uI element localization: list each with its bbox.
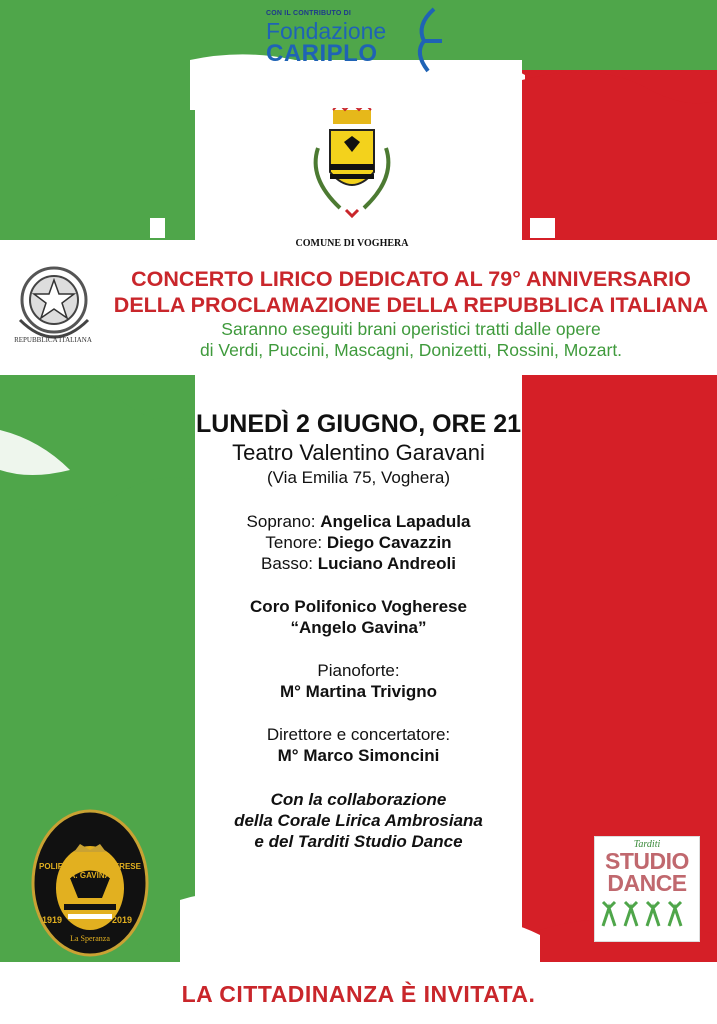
performer-role: Tenore: xyxy=(265,533,323,552)
cariplo-logo-icon xyxy=(410,5,446,75)
dance-logo-script: Tarditi xyxy=(633,839,661,850)
comune-caption: COMUNE DI VOGHERA xyxy=(295,238,409,249)
polifonica-ring-text: POLIFONICA VOGHERESE A. GAVINA xyxy=(39,862,141,880)
conductor-label: Direttore e concertatore: xyxy=(266,725,451,744)
piano-name: M° Martina Trivigno xyxy=(280,682,437,701)
emblem-ring-text: REPUBBLICA ITALIANA xyxy=(14,336,92,344)
performer-name: Angelica Lapadula xyxy=(320,512,471,531)
sponsor-prefix: CON IL CONTRIBUTO DI xyxy=(266,10,352,17)
event-date: LUNEDÌ 2 GIUGNO, ORE 21 xyxy=(195,410,522,438)
collab-line1: Con la collaborazione xyxy=(270,790,447,809)
collab-line2: della Corale Lirica Ambrosiana xyxy=(234,811,483,830)
piano-label: Pianoforte: xyxy=(317,661,400,680)
sponsor-name-line1: Fondazione xyxy=(266,18,387,44)
footer-text: LA CITTADINANZA È INVITATA. xyxy=(181,981,536,1007)
dance-logo-line1: STUDIO xyxy=(605,848,689,874)
performer-tenore xyxy=(195,532,522,553)
performer-role: Soprano: xyxy=(246,512,316,531)
polifonica-motto: La Speranza xyxy=(70,934,110,943)
polifonica-year-right: 2019 xyxy=(112,915,133,925)
performer-soprano xyxy=(195,511,522,532)
headline-sub1: Saranno eseguiti brani operistici tratti dalle opere xyxy=(221,319,601,339)
polifonica-year-left: 1919 xyxy=(42,915,63,925)
performer-name: Diego Cavazzin xyxy=(326,533,452,552)
headline-sub2: di Verdi, Puccini, Mascagni, Donizetti, Rossini, Mozart. xyxy=(199,340,623,360)
performer-name: Luciano Andreoli xyxy=(317,554,456,573)
performer-role: Basso: xyxy=(261,554,314,573)
headline-line1: CONCERTO LIRICO DEDICATO AL 79° ANNIVERSARIO xyxy=(131,267,691,291)
dancers-icon xyxy=(595,896,699,932)
conductor-name: M° Marco Simoncini xyxy=(277,746,440,765)
studio-dance-logo xyxy=(594,836,700,942)
sponsor-name-line2: CARIPLO xyxy=(266,40,378,67)
dance-logo-line2: DANCE xyxy=(607,870,687,896)
event-venue: Teatro Valentino Garavani xyxy=(232,440,485,465)
comune-crest-icon xyxy=(300,108,404,236)
headline-line2: DELLA PROCLAMAZIONE DELLA REPUBBLICA ITALIANA xyxy=(113,293,709,317)
choir-line2: “Angelo Gavina” xyxy=(290,618,427,637)
event-address: (Via Emilia 75, Voghera) xyxy=(266,468,450,487)
performer-basso xyxy=(195,553,522,574)
choir-line1: Coro Polifonico Vogherese xyxy=(250,597,467,616)
collab-line3: e del Tarditi Studio Dance xyxy=(254,832,463,851)
